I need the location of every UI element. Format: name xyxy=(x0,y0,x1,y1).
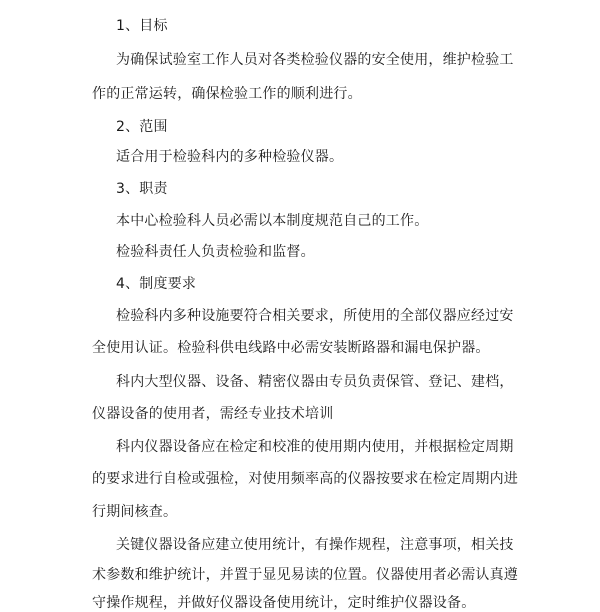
paragraph-goal-line-2: 作的正常运转，确保检验工作的顺利进行。 xyxy=(92,86,362,102)
paragraph-rules-1-line-2: 全使用认证。检验科供电线路中必需安装断路器和漏电保护器。 xyxy=(92,340,490,356)
paragraph-rules-4-line-1: 关键仪器设备应建立使用统计，有操作规程，注意事项，相关技 xyxy=(116,537,514,553)
paragraph-duties-2: 检验科责任人负责检验和监督。 xyxy=(116,244,315,260)
paragraph-rules-2-line-1: 科内大型仪器、设备、精密仪器由专员负责保管、登记、建档， xyxy=(116,374,514,390)
section-heading-rules: 4、制度要求 xyxy=(116,276,197,292)
paragraph-scope: 适合用于检验科内的多种检验仪器。 xyxy=(116,149,344,165)
paragraph-goal-line-1: 为确保试验室工作人员对各类检验仪器的安全使用，维护检验工 xyxy=(116,52,514,68)
section-heading-scope: 2、范围 xyxy=(116,119,168,135)
paragraph-rules-3-line-2: 的要求进行自检或强检，对使用频率高的仪器按要求在检定周期内进 xyxy=(92,471,518,487)
section-heading-goal: 1、目标 xyxy=(116,18,168,34)
paragraph-rules-3-line-3: 行期间核查。 xyxy=(92,504,178,520)
paragraph-rules-4-line-3: 守操作规程，并做好仪器设备使用统计，定时维护仪器设备。 xyxy=(92,595,476,611)
section-heading-duties: 3、职责 xyxy=(116,181,168,197)
paragraph-rules-4-line-2: 术参数和维护统计，并置于显见易读的位置。仪器使用者必需认真遵 xyxy=(92,567,518,583)
paragraph-rules-2-line-2: 仪器设备的使用者，需经专业技术培训 xyxy=(92,406,334,422)
paragraph-duties-1: 本中心检验科人员必需以本制度规范自己的工作。 xyxy=(116,213,429,229)
paragraph-rules-3-line-1: 科内仪器设备应在检定和校准的使用期内使用，并根据检定周期 xyxy=(116,439,514,455)
paragraph-rules-1-line-1: 检验科内多种设施要符合相关要求，所使用的全部仪器应经过安 xyxy=(116,308,514,324)
